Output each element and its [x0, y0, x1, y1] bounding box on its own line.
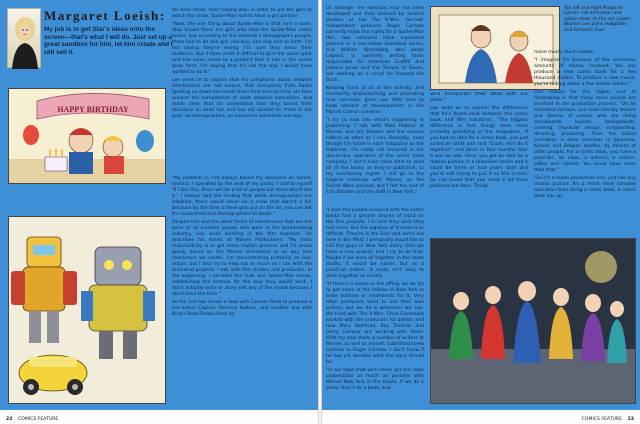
- right-page-text-column-1-lower: [326, 208, 424, 402]
- birthday-cel-illustration: [8, 88, 166, 184]
- group-cel-art: [431, 239, 636, 404]
- paragraph: Lee went on to explain the differences that he's found exist between the comic book and film industries. "The biggest difference is that things were more instantly gratifying in the magazines. If you had an idea for a comic book, you just called an artist and said 'Crash, let's do it together!' and three or four months later it was on sale. Here, you get an idea for a motion picture or a television series and it could be three or four years later and you're still trying to put it on the screen. So I've found that you need a lot more patience out here. Things: [430, 106, 528, 189]
- paragraph: move much, much slower.: [534, 50, 595, 55]
- robots-cel-illustration: [8, 216, 166, 404]
- paragraph: "I try to look into what's happening in publishing. I talk with Mike Hobson at Marvel, and Jim Shooter and the various editors as often as I can. Basically, even though I'm listed in each magazine as the Publisher, I'm really not involved in the day-to-day operation of the comic book company. I don't even have time to read all of the books as they're published, to my everlasting regret. I still go to the original meetings with Marvel, on the Secret Wars concept, but I felt the rest of it to Shooter and the staff in New York.": [326, 118, 424, 195]
- right-page-text-column-2: [430, 92, 528, 234]
- paragraph: "In our hope that we'll never get too close cooperation as much as possible with Marvel New York in the future. If we do a show, they'll do a book, and: [326, 368, 424, 391]
- left-page: [0, 0, 318, 424]
- right-page-number: 23: [627, 417, 634, 422]
- paragraph: "My problem is, I've always based my decisions on hunch, instinct. I operated by the seat of my pants. I said to myself 'If I like this, there will be a lot of people out there who'll like it.' I always had the feeling that while demographics are infallible, there would never be a show that wasn't a hit. Because by the time a show gets put on the air, you can bet it's researched and demographied to death.": [172, 176, 312, 217]
- paragraph: "I wish the people involved with the comic books had a greater degree of input on the film projects. I'm sure they wish they had more. But the logistics of it make it so difficult. They're in the East and we're out here in the West. I personally would like to call the guys in New York every time we have a new project, and I try to do that. Maybe if we were all together in the same studio, it would be easier, but as a practical matter, it really isn't easy to work together as closely.: [326, 208, 424, 279]
- page-headline: Margaret Loeish:: [44, 8, 166, 23]
- right-folio: [582, 417, 634, 422]
- photo-caption: Top left and right Margaret Loeish: cell animation and action shots on the set. Lower: Blanton Lee plans Hobgoblin and Fantastic Four.: [564, 6, 632, 33]
- left-page-text-column-lower: [172, 176, 312, 406]
- paragraph: "Now, the one thing about Spider-Man is that he's a loner. Stan knows there are girls who read the Spider-Man comic books, but according to the network's demographic people, there had to be one girl, one boy, one dog and so forth. I'm not saying they're wrong. I'm sure they know their audience. But it does make it difficult to give the same spirit and the same sense to a product that it has in the comic book form. I'm saying that it's not the way I would have wanted to do it.": [172, 22, 312, 75]
- birthday-scene: [9, 89, 166, 184]
- left-folio: [6, 417, 58, 422]
- group-cel-illustration: [430, 238, 636, 404]
- paragraph: for each show. Their feeling was, in order to get the girls to watch the show, Spider-Man had to have a girl partner.: [172, 8, 312, 19]
- paragraph: "If there's a movie in the offing, we do try to get some of the fellows in New York to write outlines or treatments for it. Very often producers want to use their own writers, but we do it whenever we can. We tried with The X-Men. Chris Claremont worked with the producers for awhile, and now Marv Wolfman, Roy Thomas and Gerry Conway are working with them. With my new show, a number of writers at Marvel, as well as myself, submitted some outlines to Roger Corman. I don't know if he has yet decided what the story should be.: [326, 282, 424, 365]
- right-page: [322, 0, 640, 424]
- portrait-illustration: [8, 9, 42, 69]
- intro-quote: My job is to get Star's ideas onto the screen—that's what I will do. Just set up a great sandbox for him, let him create and I will sell it.: [44, 26, 173, 56]
- paragraph: "So it's a mean production line, just like any motion picture. It's a much more complex operation than doing a comic book. A comic book has ap-: [534, 176, 636, 199]
- paragraph: One reason for the higher cost of filmmaking is that many more people are involved in the production process. "On an animated cartoon, you have literally dozens and dozens of people who are doing storyboards, layouts, backgrounds, coloring, character design, scriptwriting, directing, producing. Then the actual animation is done overseas in Japanese, Korean and Belgian studios, by dozens of other people. For a comic book, you have a penciller, an inker, a letterer, a colorer, editor and colorist. You never have more than that.": [534, 90, 636, 173]
- paragraph: "I imagine it's because of the enormous amounts of money involved. You can produce a new comic book for a few thousand dollars. To produce a new movie, you're talking about a few million dollars.": [534, 58, 636, 87]
- paragraph: Lee went on to explain that his complaints about network interference are not unique, that everybody from Aaron Spelling on down has made them from time to time. He then praised the competence of most network executives, and made clear that he understood how they based their decisions on what has and has not worked for them in the past, on demographics, on consumer advertiser surveys.: [172, 78, 312, 119]
- paragraph: So far, Lee has struck a deal with Cannon Films to produce a live-action Captain America feature, and another one with King's Road Productions for: [172, 300, 312, 317]
- left-page-text-column-upper: [172, 8, 312, 172]
- paragraph: Keeping track of all of this activity, and constantly brainstorming and promoting new concepts, gives Lee little time to keep abreast of developments in the Marvel Comics universe.: [326, 86, 424, 115]
- right-publication-name: COMICS FEATURE: [581, 417, 622, 422]
- portrait-photo: [7, 8, 41, 68]
- paragraph: Despite this and the other forms of interference that are the bane of all creative people who work in the broadcasting industry, Lee loves working in the film business. He describes his duties at Marvel Productions: "My main responsibility is to get some motion pictures and TV series going, based on the Marvel characters or on any new characters we create. I'm concentrating primarily on live-action, but I also try to help out as much as I can with the animated projects. I talk with film studios and producers. In the beginning, I narrated the Hulk and Spider-Man shows, establishing the formula for the way they would work. I don't actually write or story edit any of the shows because I don't have the time.": [172, 220, 312, 297]
- banner-text: HAPPY BIRTHDAY: [57, 105, 129, 114]
- robots-scene: [9, 217, 166, 404]
- paragraph: Dr. Strange: The Fantastic Four has been developed and then shelved by several studios, as has The X-Men. Farmed: Independent producer Roger Corman currently holds the rights for a Spider-Man film, two networks have expressed interest in a live-action Daredevil series, and William Hjortsberg, who wrote Legend, is currently writing team responsible for American Graffiti and Indiana Jones and the Temple of Doom, are working on a script for Howard the Duck.: [326, 6, 424, 83]
- left-publication-name: COMICS FEATURE: [18, 417, 59, 422]
- left-page-number: 22: [6, 417, 13, 422]
- right-page-text-column-3: [534, 50, 636, 234]
- paragraph: we'll incorporate their ideas with our ideas.": [430, 92, 528, 103]
- right-page-text-column-1-upper: [326, 6, 424, 206]
